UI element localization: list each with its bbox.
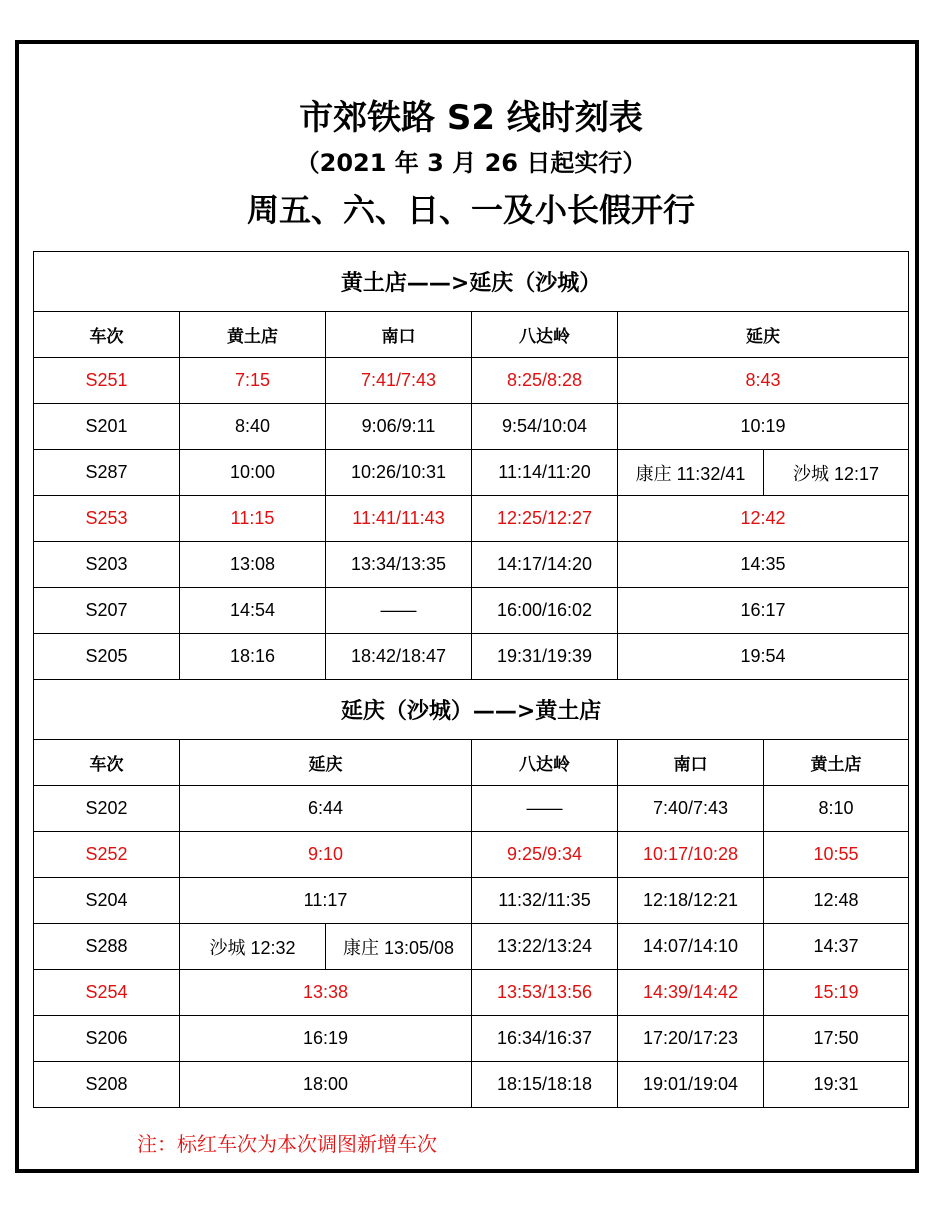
outbound-heading: 黄土店——>延庆（沙城）	[34, 252, 909, 312]
time-cell: ——	[326, 588, 472, 634]
time-cell: 13:38	[180, 970, 472, 1016]
effective-date: （2021 年 3 月 26 日起实行）	[295, 149, 647, 177]
time-cell: 18:16	[180, 634, 326, 680]
inbound-heading: 延庆（沙城）——>黄土店	[34, 680, 909, 740]
column-header: 南口	[326, 312, 472, 358]
time-cell: 8:40	[180, 404, 326, 450]
time-cell: 11:41/11:43	[326, 496, 472, 542]
column-header: 车次	[34, 312, 180, 358]
column-header: 车次	[34, 740, 180, 786]
table-row	[34, 496, 909, 542]
table-row	[34, 588, 909, 634]
time-cell: 沙城 12:17	[764, 450, 909, 496]
train-number: S207	[34, 588, 180, 634]
train-number: S287	[34, 450, 180, 496]
time-cell: 17:50	[764, 1016, 909, 1062]
column-header: 八达岭	[472, 740, 618, 786]
time-cell: 12:18/12:21	[618, 878, 764, 924]
train-number: S202	[34, 786, 180, 832]
time-cell: 11:15	[180, 496, 326, 542]
column-header: 延庆	[180, 740, 472, 786]
train-number: S288	[34, 924, 180, 970]
timetable	[33, 251, 909, 1108]
time-cell: 14:17/14:20	[472, 542, 618, 588]
column-header: 八达岭	[472, 312, 618, 358]
train-number: S208	[34, 1062, 180, 1108]
time-cell: 沙城 12:32	[180, 924, 326, 970]
time-cell: 17:20/17:23	[618, 1016, 764, 1062]
time-cell: 康庄 11:32/41	[618, 450, 764, 496]
time-cell: 13:53/13:56	[472, 970, 618, 1016]
time-cell: ——	[472, 786, 618, 832]
column-header: 黄土店	[180, 312, 326, 358]
time-cell: 18:00	[180, 1062, 472, 1108]
time-cell: 13:34/13:35	[326, 542, 472, 588]
table-row	[34, 1062, 909, 1108]
time-cell: 6:44	[180, 786, 472, 832]
table-row	[34, 924, 909, 970]
table-row	[34, 450, 909, 496]
time-cell: 7:41/7:43	[326, 358, 472, 404]
time-cell: 9:54/10:04	[472, 404, 618, 450]
table-row	[34, 832, 909, 878]
time-cell: 19:01/19:04	[618, 1062, 764, 1108]
train-number: S204	[34, 878, 180, 924]
time-cell: 10:17/10:28	[618, 832, 764, 878]
table-row	[34, 878, 909, 924]
column-header: 延庆	[618, 312, 909, 358]
train-number: S252	[34, 832, 180, 878]
time-cell: 19:54	[618, 634, 909, 680]
time-cell: 11:32/11:35	[472, 878, 618, 924]
page-title: 市郊铁路 S2 线时刻表	[299, 98, 643, 138]
time-cell: 12:42	[618, 496, 909, 542]
time-cell: 14:35	[618, 542, 909, 588]
table-row	[34, 542, 909, 588]
time-cell: 12:48	[764, 878, 909, 924]
time-cell: 10:00	[180, 450, 326, 496]
time-cell: 14:07/14:10	[618, 924, 764, 970]
section-heading-row	[34, 680, 909, 740]
train-number: S253	[34, 496, 180, 542]
time-cell: 7:15	[180, 358, 326, 404]
train-number: S251	[34, 358, 180, 404]
train-number: S203	[34, 542, 180, 588]
column-header: 黄土店	[764, 740, 909, 786]
time-cell: 16:00/16:02	[472, 588, 618, 634]
time-cell: 10:26/10:31	[326, 450, 472, 496]
time-cell: 19:31	[764, 1062, 909, 1108]
time-cell: 14:54	[180, 588, 326, 634]
table-row	[34, 404, 909, 450]
time-cell: 11:17	[180, 878, 472, 924]
train-number: S206	[34, 1016, 180, 1062]
header-row	[34, 740, 909, 786]
column-header: 南口	[618, 740, 764, 786]
train-number: S205	[34, 634, 180, 680]
time-cell: 9:06/9:11	[326, 404, 472, 450]
time-cell: 康庄 13:05/08	[326, 924, 472, 970]
time-cell: 14:39/14:42	[618, 970, 764, 1016]
train-number: S201	[34, 404, 180, 450]
time-cell: 18:42/18:47	[326, 634, 472, 680]
time-cell: 9:10	[180, 832, 472, 878]
time-cell: 12:25/12:27	[472, 496, 618, 542]
header-row	[34, 312, 909, 358]
time-cell: 14:37	[764, 924, 909, 970]
time-cell: 10:55	[764, 832, 909, 878]
table-row	[34, 1016, 909, 1062]
table-row	[34, 634, 909, 680]
time-cell: 13:22/13:24	[472, 924, 618, 970]
table-row	[34, 970, 909, 1016]
time-cell: 16:17	[618, 588, 909, 634]
train-number: S254	[34, 970, 180, 1016]
time-cell: 16:19	[180, 1016, 472, 1062]
time-cell: 11:14/11:20	[472, 450, 618, 496]
time-cell: 9:25/9:34	[472, 832, 618, 878]
time-cell: 8:43	[618, 358, 909, 404]
time-cell: 8:25/8:28	[472, 358, 618, 404]
time-cell: 15:19	[764, 970, 909, 1016]
time-cell: 16:34/16:37	[472, 1016, 618, 1062]
time-cell: 13:08	[180, 542, 326, 588]
footnote: 注：标红车次为本次调图新增车次	[137, 1132, 437, 1156]
table-row	[34, 358, 909, 404]
section-heading-row	[34, 252, 909, 312]
time-cell: 19:31/19:39	[472, 634, 618, 680]
schedule-days: 周五、六、日、一及小长假开行	[246, 191, 695, 229]
table-row	[34, 786, 909, 832]
time-cell: 8:10	[764, 786, 909, 832]
time-cell: 18:15/18:18	[472, 1062, 618, 1108]
time-cell: 10:19	[618, 404, 909, 450]
time-cell: 7:40/7:43	[618, 786, 764, 832]
